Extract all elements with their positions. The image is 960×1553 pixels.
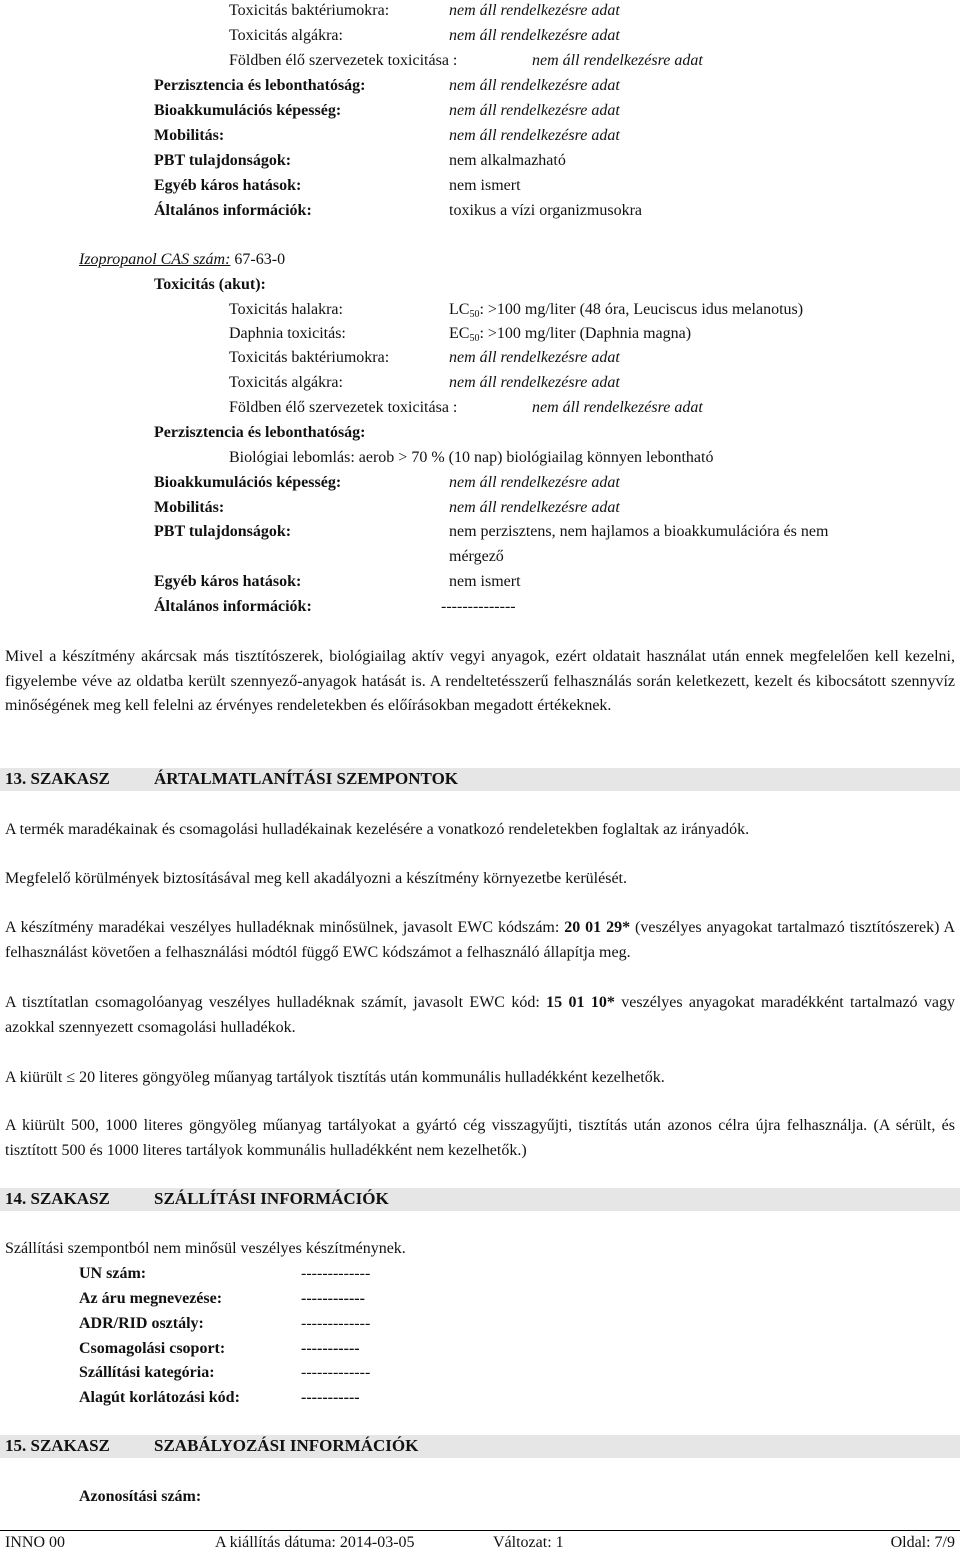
cas-number: 67-63-0 xyxy=(234,251,286,268)
fold-value: nem áll rendelkezésre adat xyxy=(532,52,703,69)
bakt-label: Toxicitás baktériumokra: xyxy=(229,2,390,19)
s13-paragraph-5 xyxy=(5,1066,955,1091)
un-number-label: UN szám: xyxy=(79,1265,147,1282)
tox-acute-heading: Toxicitás (akut): xyxy=(154,276,266,293)
s13-paragraph-1: A termék maradékainak és csomagolási hulladékainak kezelésére a vonatkozó rendeletekben foglaltak az irányadók. xyxy=(5,821,750,838)
bakt-label-2: Toxicitás baktériumokra: xyxy=(229,349,390,366)
hal-value-sub: 50 xyxy=(469,309,480,320)
section-15-number: 15. SZAKASZ xyxy=(5,1436,110,1455)
alga-value-2: nem áll rendelkezésre adat xyxy=(449,374,620,391)
daph-value-a: EC xyxy=(449,325,470,342)
fold-value-2: nem áll rendelkezésre adat xyxy=(532,399,703,416)
substance-name: Izopropanol CAS szám: xyxy=(79,251,231,268)
footer-version: Változat: 1 xyxy=(493,1534,564,1551)
mob-label: Mobilitás: xyxy=(154,127,225,144)
s14-intro: Szállítási szempontból nem minősül veszélyes készítménynek. xyxy=(5,1240,406,1257)
pbt-value-2b: mérgező xyxy=(449,548,504,565)
bio-label-2: Bioakkumulációs képesség: xyxy=(154,474,342,491)
alga-label-2: Toxicitás algákra: xyxy=(229,374,343,391)
un-number-value: ------------- xyxy=(301,1265,371,1282)
fold-label: Földben élő szervezetek toxicitása : xyxy=(229,52,458,69)
s13-paragraph-4 xyxy=(5,991,955,1040)
fold-label-2: Földben élő szervezetek toxicitása : xyxy=(229,399,458,416)
pers-value: nem áll rendelkezésre adat xyxy=(449,77,620,94)
daph-value xyxy=(449,324,691,344)
s13-p4-text-b: veszélyes anyagokat maradékként tartalmazó vagy azokkal szennyezett csomagolási hulladékok. xyxy=(5,994,956,1036)
pbt-value-2a: nem perzisztens, nem hajlamos a bioakkumulációra és nem xyxy=(449,523,829,540)
tunnel-code-label: Alagút korlátozási kód: xyxy=(79,1389,240,1406)
section-14-title: SZÁLLÍTÁSI INFORMÁCIÓK xyxy=(154,1189,389,1208)
pers-label-2: Perzisztencia és lebonthatóság: xyxy=(154,424,366,441)
transport-category-value: ------------- xyxy=(301,1364,371,1381)
section-14-number: 14. SZAKASZ xyxy=(5,1189,110,1208)
pbt-value: nem alkalmazható xyxy=(449,152,566,169)
bakt-value: nem áll rendelkezésre adat xyxy=(449,2,620,19)
ewc-code-15-01-10: 15 01 10* xyxy=(546,994,615,1011)
egyeb-value: nem ismert xyxy=(449,177,521,194)
adr-class-label: ADR/RID osztály: xyxy=(79,1315,204,1332)
tunnel-code-value: ----------- xyxy=(301,1389,360,1406)
section-15-header xyxy=(0,1435,960,1458)
packing-group-label: Csomagolási csoport: xyxy=(79,1340,226,1357)
pers-value-2: Biológiai lebomlás: aerob > 70 % (10 nap) biológiailag könnyen lebontható xyxy=(229,449,714,466)
identification-number-label: Azonosítási szám: xyxy=(79,1488,202,1505)
footer-issue-date: A kiállítás dátuma: 2014-03-05 xyxy=(215,1534,415,1551)
mob-label-2: Mobilitás: xyxy=(154,499,225,516)
bakt-value-2: nem áll rendelkezésre adat xyxy=(449,349,620,366)
s13-p5-text-b: 20 literes göngyöleg műanyag tartályok tisztítás után kommunális hulladékként kezelhetők. xyxy=(79,1069,665,1086)
hal-value-a: LC xyxy=(449,301,470,318)
s13-p5-text-a: A kiürült xyxy=(5,1069,63,1086)
transport-category-label: Szállítási kategória: xyxy=(79,1364,215,1381)
alt-value: toxikus a vízi organizmusokra xyxy=(449,202,642,219)
alt-label: Általános információk: xyxy=(154,202,312,219)
goods-name-label: Az áru megnevezése: xyxy=(79,1290,223,1307)
mob-value: nem áll rendelkezésre adat xyxy=(449,127,620,144)
section-13-header xyxy=(0,768,960,791)
goods-name-value: ------------ xyxy=(301,1290,365,1307)
mob-value-2: nem áll rendelkezésre adat xyxy=(449,499,620,516)
bio-label: Bioakkumulációs képesség: xyxy=(154,102,342,119)
hal-label: Toxicitás halakra: xyxy=(229,301,343,318)
packing-group-value: ----------- xyxy=(301,1340,360,1357)
adr-class-value: ------------- xyxy=(301,1315,371,1332)
bio-value-2: nem áll rendelkezésre adat xyxy=(449,474,620,491)
footer-code: INNO 00 xyxy=(5,1534,65,1551)
daph-value-b: : >100 mg/liter (Daphnia magna) xyxy=(479,325,692,342)
egyeb-value-2: nem ismert xyxy=(449,573,521,590)
section-14-header xyxy=(0,1188,960,1211)
pbt-label-2: PBT tulajdonságok: xyxy=(154,523,292,540)
alga-value: nem áll rendelkezésre adat xyxy=(449,27,620,44)
hal-value-b: : >100 mg/liter (48 óra, Leuciscus idus melanotus) xyxy=(479,301,804,318)
section-15-title: SZABÁLYOZÁSI INFORMÁCIÓK xyxy=(154,1436,419,1455)
alga-label: Toxicitás algákra: xyxy=(229,27,343,44)
egyeb-label: Egyéb káros hatások: xyxy=(154,177,302,194)
s13-p4-text-a: A tisztítatlan csomagolóanyag veszélyes hulladéknak számít, javasolt EWC kód: xyxy=(5,994,540,1011)
hal-value xyxy=(449,300,803,320)
egyeb-label-2: Egyéb káros hatások: xyxy=(154,573,302,590)
pers-label: Perzisztencia és lebonthatóság: xyxy=(154,77,366,94)
s13-p3-text-a: A készítmény maradékai veszélyes hulladéknak minősülnek, javasolt EWC kódszám: xyxy=(5,919,560,936)
daph-label: Daphnia toxicitás: xyxy=(229,325,346,342)
s13-paragraph-3 xyxy=(5,916,955,965)
footer-rule xyxy=(0,1530,960,1531)
section-13-title: ÁRTALMATLANÍTÁSI SZEMPONTOK xyxy=(154,769,459,788)
s13-paragraph-6: A kiürült 500, 1000 literes göngyöleg műanyag tartályokat a gyártó cég visszagyűjti, tisztítás után azonos célra újra felhasználja. (A sérült, és tisztított 500 és 1000 literes tartályok kommunális hulladékként nem kezelhetők.) xyxy=(5,1117,955,1159)
alt-value-2: -------------- xyxy=(441,598,516,615)
section-13-number: 13. SZAKASZ xyxy=(5,769,110,788)
alt-label-2: Általános információk: xyxy=(154,598,312,615)
s13-paragraph-2: Megfelelő körülmények biztosításával meg kell akadályozni a készítmény környezetbe kerülését. xyxy=(5,870,627,887)
less-equal-symbol: ≤ xyxy=(66,1069,76,1086)
daph-value-sub: 50 xyxy=(469,333,480,344)
s13-p3-text-b: (veszélyes anyagokat tartalmazó tisztítószerek) A felhasználást követően a felhasználási módtól függő EWC kódszámot a felhasználó állapítja meg. xyxy=(5,919,956,961)
pbt-label: PBT tulajdonságok: xyxy=(154,152,292,169)
footer-page-number: Oldal: 7/9 xyxy=(890,1534,955,1551)
wastewater-paragraph: Mivel a készítmény akárcsak más tisztítószerek, biológiailag aktív vegyi anyagok, ezért oldatait használat után ennek megfelelően kell kezelni, figyelembe véve az oldatba került szennyező-anyagok hatását is. A rendeltetésszerű felhasználás során keletkezett, kezelt és kibocsátott szennyvíz minőségének meg kell felelni az érvényes rendeletekben és előírásokban megadott értékeknek. xyxy=(5,648,955,715)
substance-heading xyxy=(79,250,285,270)
ewc-code-20-01-29: 20 01 29* xyxy=(564,919,631,936)
bio-value: nem áll rendelkezésre adat xyxy=(449,102,620,119)
